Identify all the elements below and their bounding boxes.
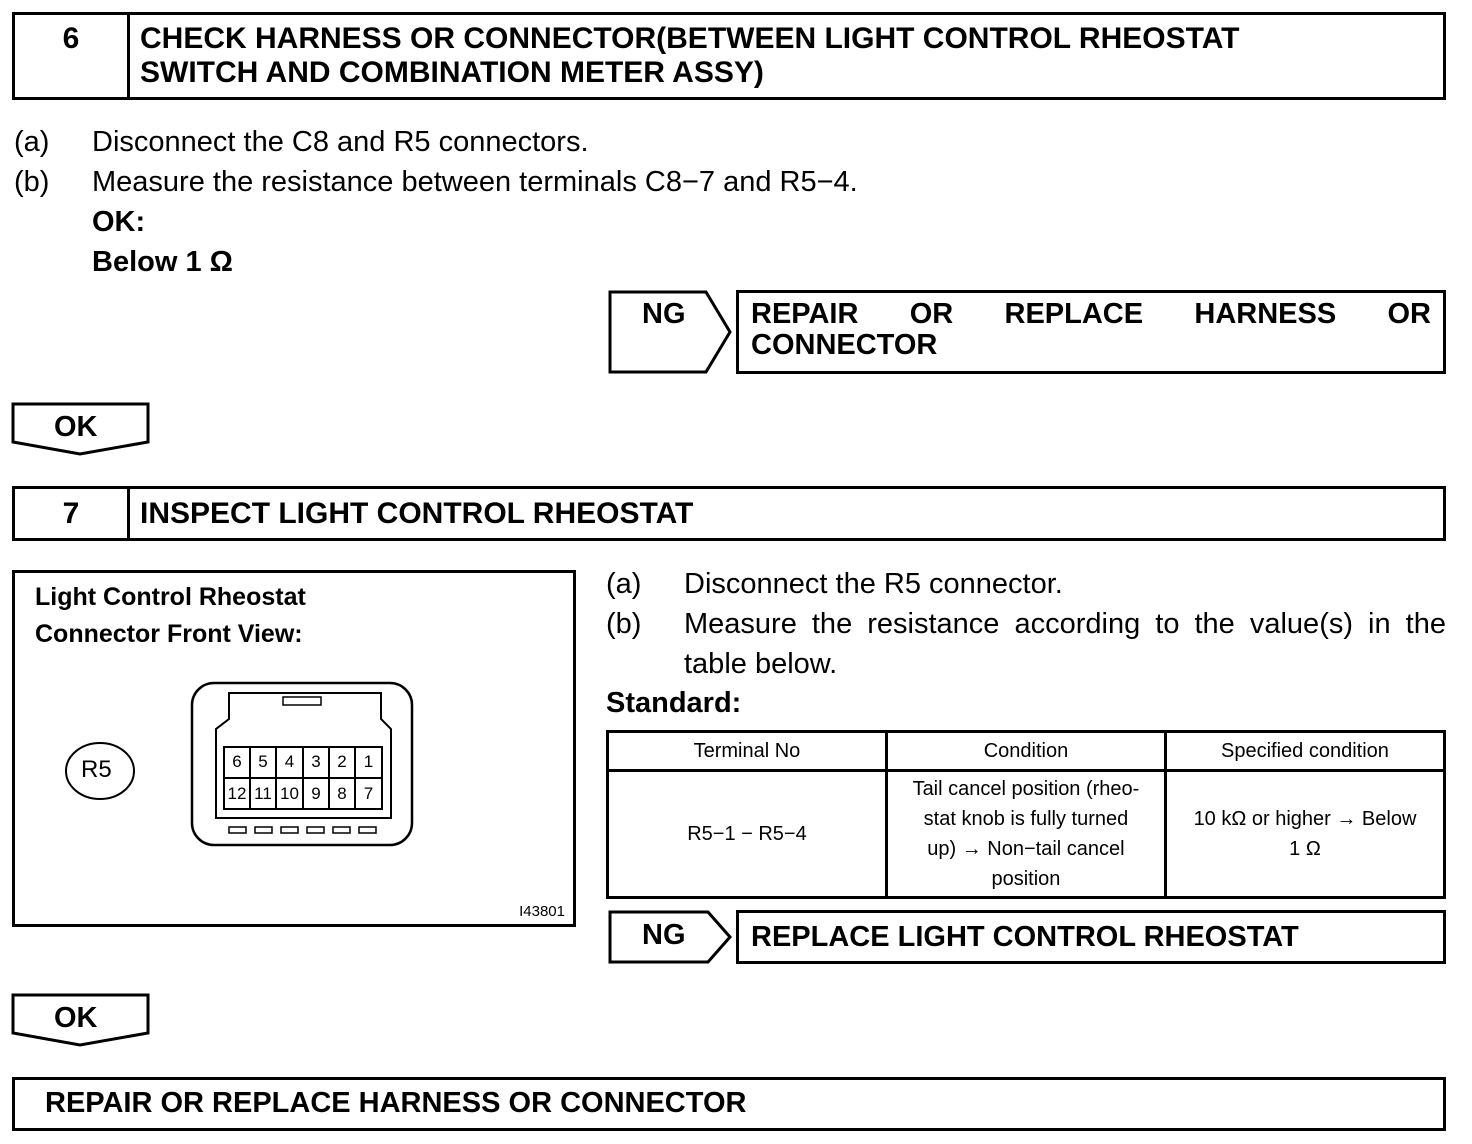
specified-line: 10 kΩ or higher → Below [1193,808,1417,830]
step6-instruction-a-label: (a) [14,126,50,158]
final-result-text: REPAIR OR REPLACE HARNESS OR CONNECTOR [45,1087,747,1119]
connector-figure [12,570,576,927]
step7-instruction-a-text: Disconnect the R5 connector. [684,568,1063,600]
connector-diagram [15,573,573,924]
pin-number: 10 [280,784,299,803]
table-cell-terminal: R5−1 − R5−4 [608,771,887,898]
step6-title-line1: CHECK HARNESS OR CONNECTOR(BETWEEN LIGHT CONTROL RHEOSTAT [140,22,1240,55]
condition-line: Tail cancel position (rheo- [912,778,1140,800]
pin-number: 6 [232,752,242,771]
step6-ng-result-line2: CONNECTOR [751,329,938,361]
step7-ng-result: REPLACE LIGHT CONTROL RHEOSTAT [736,910,1446,964]
step7-instruction-a-label: (a) [606,568,642,600]
table-cell-specified [1165,771,1444,898]
step7-ok-arrow-label: OK [54,1002,98,1034]
table-row [608,771,1445,898]
step6-ng-label: NG [642,298,686,330]
step7-number: 7 [15,489,130,538]
step7-instruction-b-label: (b) [606,608,642,640]
step7-ng-label: NG [642,919,686,951]
step6-header [12,12,1446,100]
table-header-row [608,732,1445,771]
pin-number: 4 [284,752,295,771]
connector-latch [283,697,321,705]
step6-title-line2: SWITCH AND COMBINATION METER ASSY) [140,56,764,89]
step6-instruction-a-text: Disconnect the C8 and R5 connectors. [92,126,589,158]
step6-ng-result [736,290,1446,374]
step6-ok-value: Below 1 Ω [92,246,233,278]
figure-title-line2: Connector Front View: [35,620,303,648]
pin-number: 11 [254,784,272,803]
step6-number: 6 [15,15,130,97]
condition-line: position [991,868,1061,890]
step7-instruction-b-text-line2: table below. [684,648,838,680]
pin-number: 3 [311,752,321,771]
step6-ok-label: OK: [92,206,146,238]
connector-label: R5 [81,756,112,783]
table-header: Specified condition [1165,732,1444,771]
pin-number: 8 [337,784,347,803]
pin-number: 7 [363,784,374,803]
pin-number: 2 [337,752,347,771]
pin-number: 9 [311,784,321,803]
table-header: Condition [886,732,1165,771]
pin-number: 5 [258,752,268,771]
figure-code: I43801 [519,903,565,920]
step7-standard-label: Standard: [606,687,742,719]
figure-title-line1: Light Control Rheostat [35,583,306,611]
step6-instruction-b-label: (b) [14,166,50,198]
table-cell-condition [886,771,1165,898]
spec-table [606,730,1446,899]
table-header: Terminal No [608,732,887,771]
step7-title: INSPECT LIGHT CONTROL RHEOSTAT [140,497,694,530]
specified-line: 1 Ω [1289,838,1321,860]
final-result-box [12,1077,1446,1131]
condition-line: stat knob is fully turned [923,808,1129,830]
step6-ok-arrow-label: OK [54,411,98,443]
condition-line: up) → Non−tail cancel [927,838,1125,860]
pin-number: 12 [227,784,247,803]
step7-header [12,486,1446,541]
step6-ng-result-line1: REPAIR OR REPLACE HARNESS OR [751,298,1431,330]
pin-number: 1 [363,752,374,771]
step6-instruction-b-text: Measure the resistance between terminals C8−7 and R5−4. [92,166,858,198]
step7-instruction-b-text-line1: Measure the resistance according to the value(s) in the [684,608,1446,640]
